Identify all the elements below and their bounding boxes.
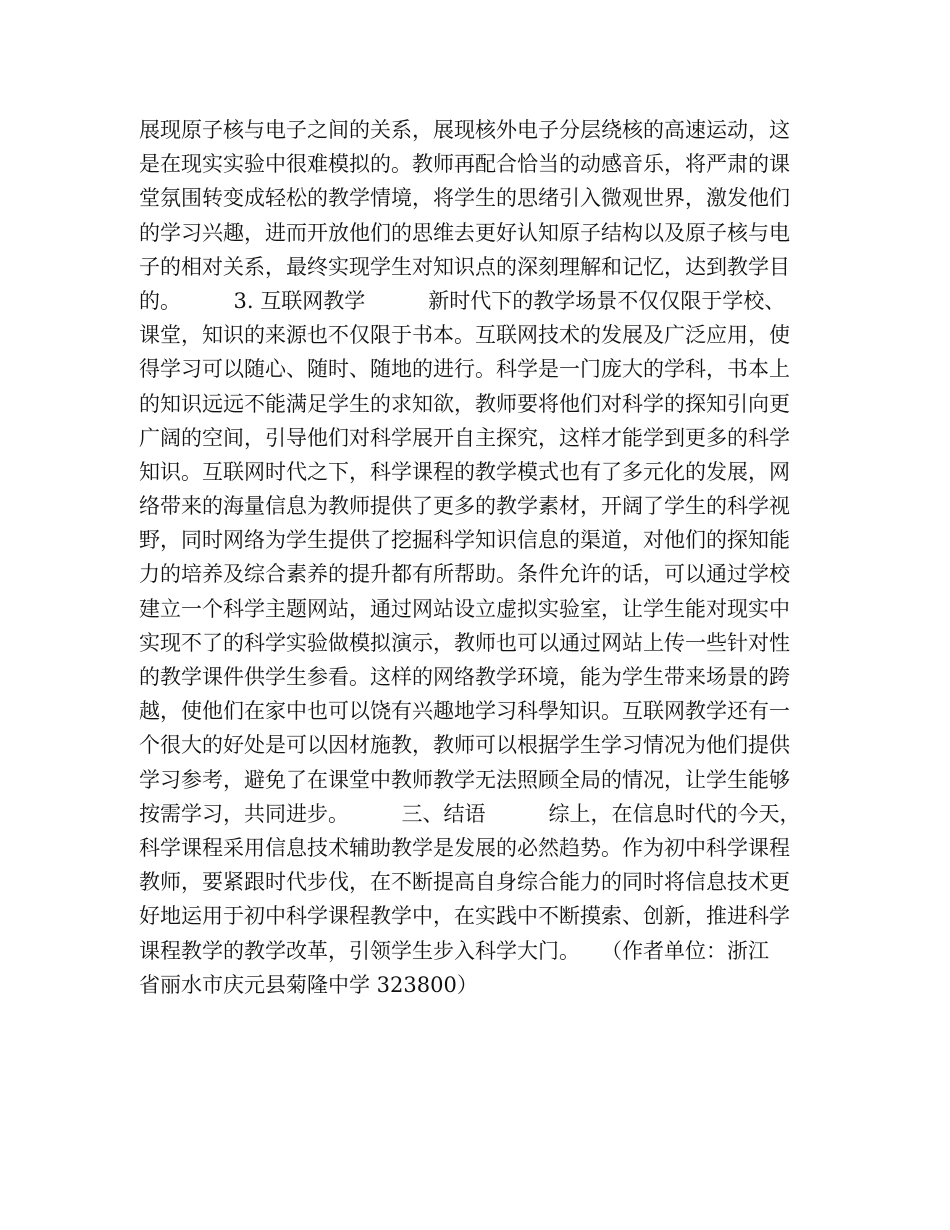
text-line: 科学课程采用信息技术辅助教学是发展的必然趋势。作为初中科学课程 <box>139 835 790 860</box>
text-line: 的学习兴趣，进而开放他们的思维去更好认知原子结构以及原子核与电 <box>139 220 790 245</box>
text-line: 个很大的好处是可以因材施教，教师可以根据学生学习情况为他们提供 <box>139 733 790 758</box>
article-body <box>139 113 829 1002</box>
text-line: 是在现实实验中很难模拟的。教师再配合恰当的动感音乐，将严肃的课 <box>139 152 790 177</box>
text-line: 得学习可以随心、随时、随地的进行。科学是一门庞大的学科，书本上 <box>139 357 790 382</box>
text-line: 知识。互联网时代之下，科学课程的教学模式也有了多元化的发展，网 <box>139 459 790 484</box>
text-line: 子的相对关系，最终实现学生对知识点的深刻理解和记忆，达到教学目 <box>139 254 790 279</box>
text-line: 建立一个科学主题网站，通过网站设立虚拟实验室，让学生能对现实中 <box>139 596 790 621</box>
text-line: 好地运用于初中科学课程教学中，在实践中不断摸索、创新，推进科学 <box>139 904 790 929</box>
text-line: 堂氛围转变成轻松的教学情境，将学生的思绪引入微观世界，激发他们 <box>139 186 790 211</box>
text-line: 的。 3. 互联网教学 新时代下的教学场景不仅仅限于学校、 <box>139 288 786 313</box>
text-line: 课程教学的教学改革，引领学生步入科学大门。 （作者单位：浙江 <box>139 938 769 963</box>
text-line: 实现不了的科学实验做模拟演示，教师也可以通过网站上传一些针对性 <box>139 630 790 655</box>
text-line: 广阔的空间，引导他们对科学展开自主探究，这样才能学到更多的科学 <box>139 425 790 450</box>
text-line: 学习参考，避免了在课堂中教师教学无法照顾全局的情况，让学生能够 <box>139 767 790 792</box>
text-line: 越，使他们在家中也可以饶有兴趣地学习科學知识。互联网教学还有一 <box>139 699 790 724</box>
text-line: 的知识远远不能满足学生的求知欲，教师要将他们对科学的探知引向更 <box>139 391 790 416</box>
text-line: 按需学习，共同进步。 三、结语 综上，在信息时代的今天， <box>139 801 801 826</box>
text-line: 络带来的海量信息为教师提供了更多的教学素材，开阔了学生的科学视 <box>139 494 790 519</box>
text-line: 的教学课件供学生参看。这样的网络教学环境，能为学生带来场景的跨 <box>139 665 790 689</box>
text-line: 野，同时网络为学生提供了挖掘科学知识信息的渠道，对他们的探知能 <box>139 528 790 553</box>
text-line: 课堂，知识的来源也不仅限于书本。互联网技术的发展及广泛应用，使 <box>139 323 790 348</box>
text-line: 力的培养及综合素养的提升都有所帮助。条件允许的话，可以通过学校 <box>139 562 790 587</box>
text-line: 教师，要紧跟时代步伐，在不断提高自身综合能力的同时将信息技术更 <box>139 870 790 895</box>
text-line: 展现原子核与电子之间的关系，展现核外电子分层绕核的高速运动，这 <box>139 118 790 142</box>
author-affiliation: 省丽水市庆元县菊隆中学 323800） <box>139 972 478 997</box>
